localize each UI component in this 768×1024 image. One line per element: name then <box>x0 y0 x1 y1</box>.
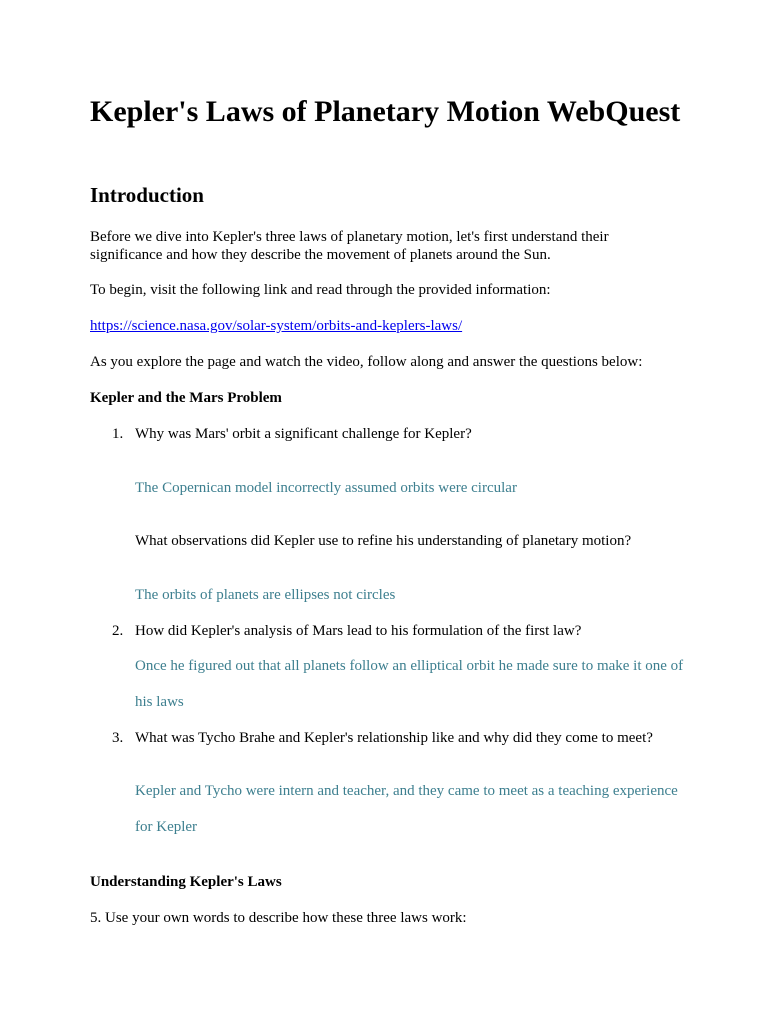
question-1b: What observations did Kepler use to refine his understanding of planetary motion? <box>135 533 632 549</box>
link-paragraph <box>90 317 670 335</box>
question-number-1: 1. <box>112 426 124 442</box>
explore-instruction: As you explore the page and watch the video, follow along and answer the questions below: <box>90 354 643 370</box>
question-2: How did Kepler's analysis of Mars lead to his formulation of the first law? <box>135 623 582 639</box>
answer-2: Once he figured out that all planets follow an elliptical orbit he made sure to make it one of his laws <box>135 658 684 710</box>
page-title: Kepler's Laws of Planetary Motion WebQuest <box>90 95 681 128</box>
intro-heading: Introduction <box>90 183 204 207</box>
question-5: 5. Use your own words to describe how these three laws work: <box>90 910 467 926</box>
answer-3: Kepler and Tycho were intern and teacher, and they came to meet as a teaching experience for Kepler <box>135 783 678 835</box>
section-heading-understanding-laws: Understanding Kepler's Laws <box>90 874 282 890</box>
section-heading-mars-problem: Kepler and the Mars Problem <box>90 390 282 406</box>
answer-1: The Copernican model incorrectly assumed orbits were circular <box>135 480 517 496</box>
nasa-orbits-link[interactable]: https://science.nasa.gov/solar-system/orbits-and-keplers-laws/ <box>90 318 463 334</box>
question-3: What was Tycho Brahe and Kepler's relationship like and why did they come to meet? <box>135 730 653 746</box>
question-number-2: 2. <box>112 623 124 639</box>
answer-1b: The orbits of planets are ellipses not circles <box>135 587 396 603</box>
question-1: Why was Mars' orbit a significant challenge for Kepler? <box>135 426 472 442</box>
begin-instruction: To begin, visit the following link and read through the provided information: <box>90 282 551 298</box>
intro-paragraph: Before we dive into Kepler's three laws of planetary motion, let's first understand their significance and how they describe the movement of planets around the Sun. <box>90 229 609 263</box>
question-number-3: 3. <box>112 730 124 746</box>
